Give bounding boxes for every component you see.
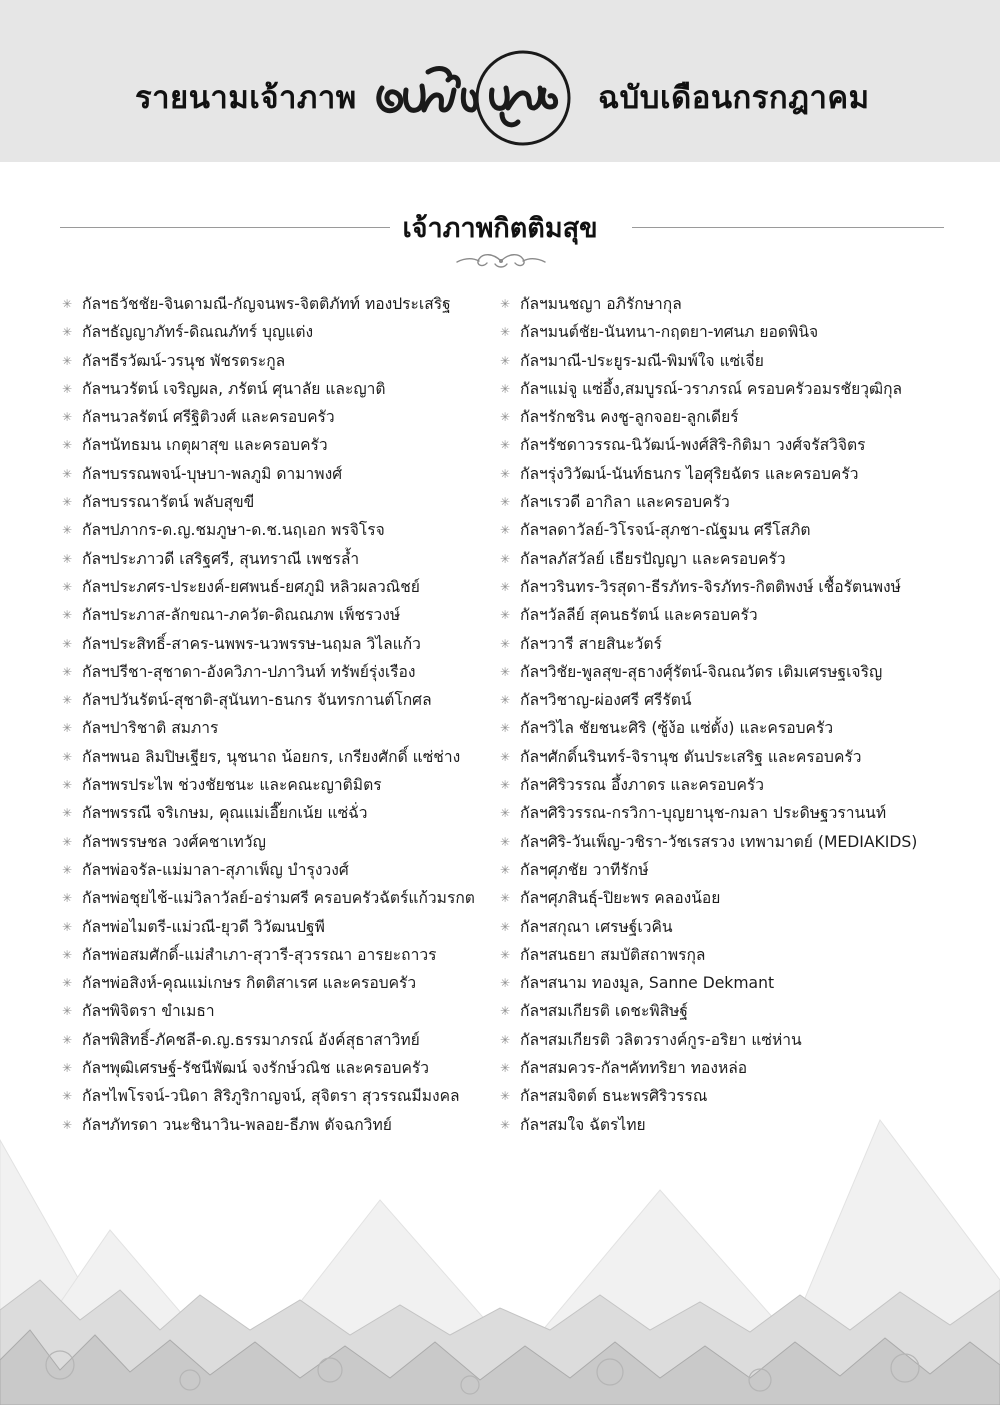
asterisk-bullet-icon: ✳: [500, 1061, 511, 1076]
flourish-ornament: [455, 250, 547, 272]
donor-name: กัลฯนวรัตน์ เจริญผล, ภรัตน์ ศุนาลัย และญาติ: [82, 379, 386, 398]
donor-name: กัลฯวารี สายสินะวัตร์: [520, 634, 662, 653]
donor-name: กัลฯพ่อสิงห์-คุณแม่เกษร กิตติสาเรศ และครอบครัว: [82, 974, 417, 993]
asterisk-bullet-icon: ✳: [500, 1032, 511, 1047]
donor-name: กัลฯสมเกียรติ เดชะพิสิษฐ์: [520, 1002, 689, 1021]
asterisk-bullet-icon: ✳: [500, 749, 511, 764]
donor-name: กัลฯศิริวรรณ-กรวิกา-บุญยานุช-กมลา ประดิษฐวรานนท์: [520, 804, 887, 823]
asterisk-bullet-icon: ✳: [500, 919, 511, 934]
donor-list-item: [62, 630, 494, 658]
donor-list-item: [62, 771, 494, 799]
donor-list-item: [62, 743, 494, 771]
donor-list-item: [500, 771, 970, 799]
donor-name: กัลฯวรินทร-วิรสุดา-ธีรภัทร-จิรภัทร-กิตติพงษ์ เชื้อรัตนพงษ์: [520, 577, 901, 596]
asterisk-bullet-icon: ✳: [62, 523, 73, 538]
donor-list-item: [500, 431, 970, 459]
donor-list-item: [500, 545, 970, 573]
asterisk-bullet-icon: ✳: [62, 608, 73, 623]
donor-list-item: [62, 573, 494, 601]
donor-name: กัลฯพ่อจรัล-แม่มาลา-สุภาเพ็ญ บำรุงวงศ์: [82, 860, 349, 879]
donor-name: กัลฯประภาวดี เสริฐศรี, สุนทราณี เพชรล้ำ: [82, 549, 360, 568]
donor-list-item: [500, 573, 970, 601]
asterisk-bullet-icon: ✳: [62, 693, 73, 708]
donor-list-item: [62, 460, 494, 488]
donor-list-item: [62, 290, 494, 318]
donor-list-item: [62, 403, 494, 431]
donor-name: กัลฯสมจิตต์ ธนะพรศิริวรรณ: [520, 1087, 708, 1106]
asterisk-bullet-icon: ✳: [500, 551, 511, 566]
donor-list-item: [500, 828, 970, 856]
asterisk-bullet-icon: ✳: [62, 721, 73, 736]
donor-name: กัลฯปาริชาติ สมภาร: [82, 719, 219, 738]
donor-name: กัลฯมาณี-ประยูร-มณี-พิมพ์ใจ แซ่เจี่ย: [520, 351, 764, 370]
asterisk-bullet-icon: ✳: [500, 297, 511, 311]
asterisk-bullet-icon: ✳: [62, 410, 73, 425]
asterisk-bullet-icon: ✳: [500, 664, 511, 679]
donor-name: กัลฯพรรณี จริเกษม, คุณแม่เอี๊ยกเน้ย แซ่ฉั่ว: [82, 804, 368, 823]
donor-name: กัลฯบรรณารัตน์ พลับสุขขี: [82, 493, 255, 512]
donor-name: กัลฯสมใจ ฉัตรไทย: [520, 1115, 646, 1134]
donor-name: กัลฯปวันรัตน์-สุชาติ-สุนันทา-ธนกร จันทรกานต์โกศล: [82, 691, 432, 710]
asterisk-bullet-icon: ✳: [62, 749, 73, 764]
asterisk-bullet-icon: ✳: [62, 325, 73, 340]
asterisk-bullet-icon: ✳: [500, 438, 511, 453]
asterisk-bullet-icon: ✳: [62, 947, 73, 962]
donor-list-item: [500, 913, 970, 941]
asterisk-bullet-icon: ✳: [62, 778, 73, 793]
donor-name: กัลฯสกุณา เศรษฐ์เวคิน: [520, 917, 673, 936]
asterisk-bullet-icon: ✳: [62, 891, 73, 906]
heading-divider-right: [632, 227, 944, 228]
donor-name: กัลฯไพโรจน์-วนิดา สิริภูริกาญจน์, สุจิตรา สุวรรณมีมงคล: [82, 1087, 460, 1106]
donor-list-left: [62, 290, 494, 1139]
donor-name: กัลฯนวลรัตน์ ศรีฐิติวงศ์ และครอบครัว: [82, 408, 335, 427]
donor-list-item: [500, 1111, 970, 1139]
donor-name: กัลฯสนาม ทองมูล, Sanne Dekmant: [520, 974, 775, 993]
asterisk-bullet-icon: ✳: [500, 947, 511, 962]
donor-list-right: [500, 290, 970, 1139]
donor-list-item: [62, 658, 494, 686]
donor-list-item: [62, 431, 494, 459]
donor-name: กัลฯศิริ-วันเพ็ญ-วชิรา-วัชเรสรวง เทพามาตย์ (MEDIAKIDS): [520, 832, 918, 851]
asterisk-bullet-icon: ✳: [500, 1004, 511, 1019]
donor-list-item: [500, 630, 970, 658]
donor-list-item: [62, 1026, 494, 1054]
donor-list-item: [62, 601, 494, 629]
section-title: เจ้าภาพกิตติมสุข: [402, 213, 598, 244]
donor-name: กัลฯพนอ ลิมปิษเฐียร, นุชนาถ น้อยกร, เกรียงศักดิ์ แซ่ช่าง: [82, 747, 461, 766]
donor-list-item: [500, 375, 970, 403]
donor-name: กัลฯสมเกียรติ วลิตวรางค์กูร-อริยา แซ่ห่าน: [520, 1030, 802, 1049]
asterisk-bullet-icon: ✳: [62, 976, 73, 991]
asterisk-bullet-icon: ✳: [500, 976, 511, 991]
header-title-left: รายนามเจ้าภาพ: [135, 80, 357, 116]
donor-list-item: [500, 686, 970, 714]
donor-name: กัลฯธัญญาภัทร์-ดิณณภัทร์ บุญแต่ง: [82, 323, 314, 342]
donor-name: กัลฯพรรษชล วงศ์คชาเทวัญ: [82, 832, 266, 851]
asterisk-bullet-icon: ✳: [500, 410, 511, 425]
donor-list-item: [62, 856, 494, 884]
asterisk-bullet-icon: ✳: [500, 891, 511, 906]
donor-list-item: [62, 799, 494, 827]
asterisk-bullet-icon: ✳: [500, 806, 511, 821]
asterisk-bullet-icon: ✳: [500, 778, 511, 793]
donor-list-item: [62, 545, 494, 573]
donor-list-item: [500, 347, 970, 375]
donor-name: กัลฯรักชริน คงชู-ลูกจอย-ลูกเดียร์: [520, 408, 739, 427]
donor-name: กัลฯพ่อชุยไช้-แม่วิลาวัลย์-อร่ามศรี ครอบครัวฉัตร์แก้วมรกต: [82, 889, 475, 908]
donor-list-item: [500, 799, 970, 827]
asterisk-bullet-icon: ✳: [500, 495, 511, 510]
asterisk-bullet-icon: ✳: [62, 1032, 73, 1047]
donor-name: กัลฯสนธยา สมบัติสถาพรกุล: [520, 945, 706, 964]
donor-name: กัลฯรุ่งวิวัฒน์-นันท์ธนกร ไอศุริยฉัตร และครอบครัว: [520, 464, 859, 483]
asterisk-bullet-icon: ✳: [500, 636, 511, 651]
donor-name: กัลฯพิสิทธิ์-ภัคชลี-ด.ญ.ธรรมาภรณ์ อังค์สุธาสาวิทย์: [82, 1030, 420, 1049]
donor-name: กัลฯวัลลีย์ สุคนธรัตน์ และครอบครัว: [520, 606, 758, 625]
donor-list-item: [62, 1082, 494, 1110]
donor-list-item: [62, 969, 494, 997]
donor-name: กัลฯศิริวรรณ อึ้งภาดร และครอบครัว: [520, 776, 765, 795]
donor-list-item: [500, 403, 970, 431]
asterisk-bullet-icon: ✳: [62, 381, 73, 396]
asterisk-bullet-icon: ✳: [62, 834, 73, 849]
donor-list-item: [500, 318, 970, 346]
donor-list-item: [500, 714, 970, 742]
donor-list-item: [62, 884, 494, 912]
asterisk-bullet-icon: ✳: [500, 381, 511, 396]
donor-list-item: [62, 318, 494, 346]
donor-name: กัลฯศุภชัย วาทีรักษ์: [520, 860, 649, 879]
donor-name: กัลฯพ่อสมศักดิ์-แม่สำเภา-สุวารี-สุวรรณา อารยะถาวร: [82, 945, 437, 964]
asterisk-bullet-icon: ✳: [62, 466, 73, 481]
asterisk-bullet-icon: ✳: [62, 636, 73, 651]
donor-name: กัลฯรัชดาวรรณ-นิวัฒน์-พงศ์สิริ-กิติมา วงศ์จรัสวิจิตร: [520, 436, 866, 455]
donor-list-item: [500, 743, 970, 771]
donor-name: กัลฯศักดิ์นรินทร์-จิรานุช ตันประเสริฐ และครอบครัว: [520, 747, 862, 766]
donor-name: กัลฯพิจิตรา ขำเมธา: [82, 1002, 215, 1021]
asterisk-bullet-icon: ✳: [500, 1117, 511, 1132]
donor-name: กัลฯนัทธมน เกตุผาสุข และครอบครัว: [82, 436, 328, 455]
asterisk-bullet-icon: ✳: [62, 919, 73, 934]
donor-name: กัลฯมนต์ชัย-นันทนา-กฤตยา-ทศนภ ยอดพินิจ: [520, 323, 819, 342]
asterisk-bullet-icon: ✳: [62, 806, 73, 821]
donor-list-item: [500, 941, 970, 969]
donor-list-item: [500, 601, 970, 629]
donor-list-item: [500, 460, 970, 488]
donor-name: กัลฯเรวดี อากิลา และครอบครัว: [520, 493, 730, 512]
donor-list-item: [62, 941, 494, 969]
donor-name: กัลฯประภศร-ประยงค์-ยศพนธ์-ยศภูมิ หลิวผลวณิชย์: [82, 577, 420, 596]
donor-name: กัลฯประภาส-ลักขณา-ภควัต-ดิณณภพ เพ็ชรวงษ์: [82, 606, 401, 625]
donor-list-item: [500, 1026, 970, 1054]
donor-list-item: [500, 290, 970, 318]
donor-list-item: [62, 714, 494, 742]
asterisk-bullet-icon: ✳: [500, 466, 511, 481]
donor-list-item: [500, 488, 970, 516]
donor-list-item: [62, 686, 494, 714]
donor-list-item: [500, 1054, 970, 1082]
asterisk-bullet-icon: ✳: [62, 862, 73, 877]
donor-list-item: [62, 347, 494, 375]
asterisk-bullet-icon: ✳: [500, 353, 511, 368]
donor-name: กัลฯมนชญา อภิรักษากุล: [520, 295, 682, 313]
donor-list-item: [62, 488, 494, 516]
donor-name: กัลฯบรรณพจน์-บุษบา-พลภูมิ ดามาพงศ์: [82, 464, 343, 483]
donor-name: กัลฯลภัสวัลย์ เธียรปัญญา และครอบครัว: [520, 549, 786, 568]
donor-list-item: [62, 1111, 494, 1139]
asterisk-bullet-icon: ✳: [62, 353, 73, 368]
donor-list-item: [500, 884, 970, 912]
donor-name: กัลฯลดาวัลย์-วิโรจน์-สุภชา-ณัฐมน ศรีโสภิต: [520, 521, 811, 540]
donor-list-item: [62, 516, 494, 544]
logo-artwork: [368, 44, 583, 162]
asterisk-bullet-icon: ✳: [62, 297, 73, 311]
donor-name: กัลฯธีรวัฒน์-วรนุช พัชรตระกูล: [82, 351, 286, 370]
asterisk-bullet-icon: ✳: [62, 495, 73, 510]
asterisk-bullet-icon: ✳: [500, 693, 511, 708]
asterisk-bullet-icon: ✳: [500, 523, 511, 538]
donor-name: กัลฯปรีชา-สุชาดา-อังควิภา-ปภาวินท์ ทรัพย์รุ่งเรือง: [82, 662, 416, 681]
asterisk-bullet-icon: ✳: [62, 438, 73, 453]
donor-name: กัลฯประสิทธิ์-สาคร-นพพร-นวพรรษ-นฤมล วิไลแก้ว: [82, 634, 421, 653]
donor-list-item: [500, 997, 970, 1025]
donor-name: กัลฯแม่จู แซ่อึ้ง,สมบูรณ์-วราภรณ์ ครอบครัวอมรชัยวุฒิกุล: [520, 379, 903, 398]
donor-name: กัลฯวิไล ชัยชนะศิริ (ซู้ง้อ แซ่ตั้ง) และครอบครัว: [520, 719, 834, 738]
donor-name: กัลฯธวัชชัย-จินดามณี-กัญจนพร-จิตติภัทท์ ทองประเสริฐ: [82, 295, 451, 313]
donor-name: กัลฯภัทรดา วนะชินาวิน-พลอย-ธีภพ ตัจฉกวิทย์: [82, 1115, 392, 1134]
donor-name: กัลฯวิชัย-พูลสุข-สุธางศุ์รัตน์-จิณณวัตร เติมเศรษฐเจริญ: [520, 662, 883, 681]
asterisk-bullet-icon: ✳: [62, 579, 73, 594]
donor-list-item: [500, 856, 970, 884]
asterisk-bullet-icon: ✳: [500, 834, 511, 849]
asterisk-bullet-icon: ✳: [62, 1004, 73, 1019]
donor-list-item: [62, 1054, 494, 1082]
donor-list-item: [500, 516, 970, 544]
section-heading: [0, 200, 1000, 270]
donor-list-item: [62, 375, 494, 403]
donor-name: กัลฯพ่อไมตรี-แม่วณี-ยุวดี วิวัฒนปฐพี: [82, 917, 325, 936]
donor-list-item: [62, 828, 494, 856]
donor-list-item: [500, 658, 970, 686]
magazine-logo: [368, 44, 583, 162]
donor-name: กัลฯพรประไพ ช่วงชัยชนะ และคณะญาติมิตร: [82, 776, 382, 795]
asterisk-bullet-icon: ✳: [62, 1117, 73, 1132]
donor-list-item: [500, 1082, 970, 1110]
donor-list-item: [62, 913, 494, 941]
asterisk-bullet-icon: ✳: [500, 1089, 511, 1104]
asterisk-bullet-icon: ✳: [62, 1089, 73, 1104]
donor-name: กัลฯศุภสินธุ์-ปิยะพร คลองน้อย: [520, 889, 721, 908]
donor-list-item: [62, 997, 494, 1025]
donor-name: กัลฯปภากร-ด.ญ.ชมภูษา-ด.ช.นฤเอก พรจิโรจ: [82, 521, 385, 540]
asterisk-bullet-icon: ✳: [500, 721, 511, 736]
asterisk-bullet-icon: ✳: [500, 325, 511, 340]
asterisk-bullet-icon: ✳: [62, 1061, 73, 1076]
donor-list-item: [500, 969, 970, 997]
asterisk-bullet-icon: ✳: [62, 551, 73, 566]
donor-name: กัลฯวิชาญ-ผ่องศรี ศรีรัตน์: [520, 691, 692, 710]
asterisk-bullet-icon: ✳: [500, 579, 511, 594]
donor-name: กัลฯสมควร-กัลฯคัททริยา ทองหล่อ: [520, 1059, 748, 1078]
donor-name: กัลฯพุฒิเศรษฐ์-รัชนีพัฒน์ จงรักษ์วณิช และครอบครัว: [82, 1059, 430, 1078]
asterisk-bullet-icon: ✳: [500, 608, 511, 623]
asterisk-bullet-icon: ✳: [62, 664, 73, 679]
asterisk-bullet-icon: ✳: [500, 862, 511, 877]
header-title-right: ฉบับเดือนกรกฎาคม: [598, 80, 870, 116]
